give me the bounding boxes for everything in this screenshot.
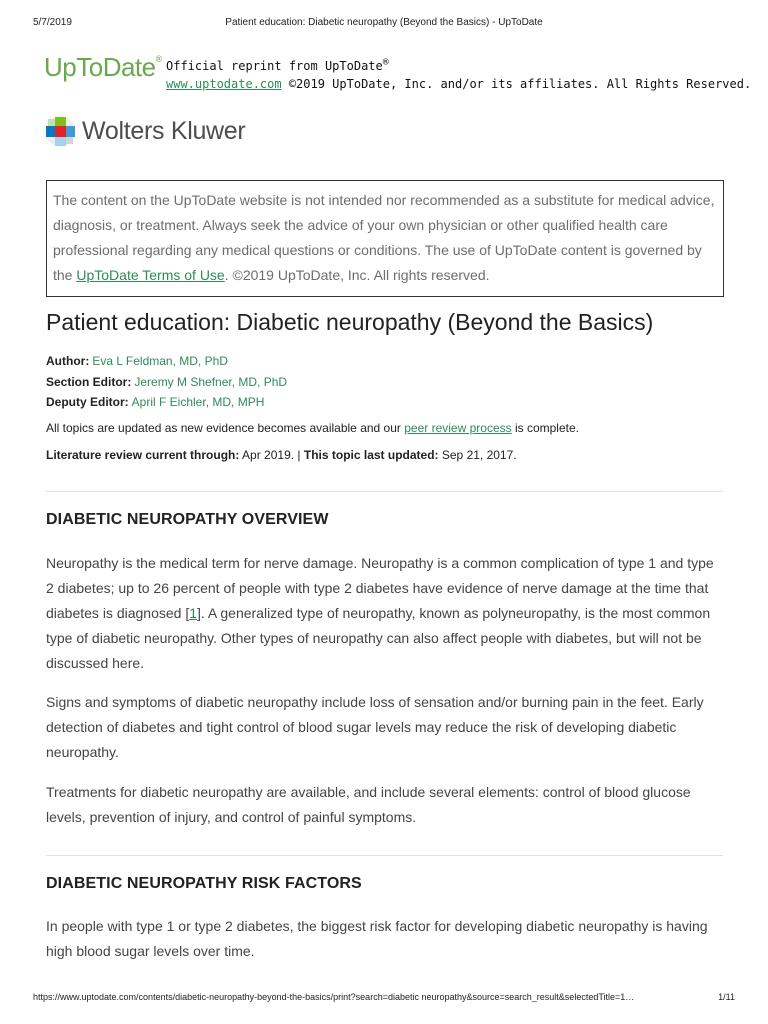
last-updated-label: This topic last updated:: [303, 448, 439, 462]
reference-link-1[interactable]: 1: [189, 605, 198, 621]
print-date: 5/7/2019: [33, 17, 72, 28]
section-heading-risk-factors: DIABETIC NEUROPATHY RISK FACTORS: [46, 875, 362, 892]
author-label: Author:: [46, 354, 90, 368]
reprint-registered-mark: ®: [382, 57, 389, 68]
deputy-editor-label: Deputy Editor:: [46, 395, 129, 409]
terms-of-use-link[interactable]: UpToDate Terms of Use: [76, 267, 225, 283]
wolters-kluwer-emblem-icon: [45, 116, 76, 147]
reprint-line: Official reprint from UpToDate: [166, 59, 383, 73]
print-page-title: Patient education: Diabetic neuropathy (Beyond the Basics) - UpToDate: [225, 17, 543, 28]
reprint-notice: [166, 54, 751, 93]
page-number: 1/11: [718, 992, 735, 1002]
uptodate-logo-text: UpToDate: [44, 52, 156, 82]
print-footer: [33, 992, 735, 1006]
section-divider: [46, 855, 723, 856]
print-header: [33, 17, 735, 31]
section-editor-label: Section Editor:: [46, 374, 132, 389]
update-note-end: is complete.: [511, 421, 579, 435]
topic-title: Patient education: Diabetic neuropathy (Beyond the Basics): [46, 309, 654, 335]
overview-paragraph-3: Treatments for diabetic neuropathy are available, and include several elements: control of blood glucose levels, prevention of injury, and control of painful symptoms.: [46, 784, 691, 825]
overview-paragraph-2: Signs and symptoms of diabetic neuropathy include loss of sensation and/or burning pain in the feet. Early detection of diabetes and tight control of blood sugar levels may reduce the risk of developing diabetic neuropathy.: [46, 694, 704, 760]
deputy-editor-link[interactable]: April F Eichler, MD, MPH: [131, 395, 265, 409]
peer-review-link[interactable]: peer review process: [404, 421, 512, 435]
update-note-text: All topics are updated as new evidence becomes available and our: [46, 421, 405, 435]
author-link[interactable]: Eva L Feldman, MD, PhD: [92, 354, 228, 368]
section-editor-row: [46, 372, 287, 393]
risk-factors-paragraph-1: In people with type 1 or type 2 diabetes, the biggest risk factor for developing diabetic neuropathy is having high blood sugar levels over time.: [46, 918, 708, 959]
last-updated-value: Sep 21, 2017.: [438, 448, 517, 462]
overview-text-end: ]. A generalized type of neuropathy, known as polyneuropathy, is the most common type of diabetic neuropathy. Other types of neuropathy can also affect people with diabetes, but will not be discussed here.: [46, 605, 711, 671]
uptodate-logo[interactable]: [44, 52, 162, 83]
contributors-block: [46, 351, 287, 413]
website-link[interactable]: www.uptodate.com: [166, 77, 282, 91]
review-dates: [46, 448, 517, 462]
copyright-text: ©2019 UpToDate, Inc. and/or its affiliates. All Rights Reserved.: [288, 77, 752, 91]
print-url: https://www.uptodate.com/contents/diabetic-neuropathy-beyond-the-basics/print?search=diabetic neuropathy&source=search_result&selectedTitle=1…: [33, 992, 635, 1002]
section-editor-link[interactable]: Jeremy M Shefner, MD, PhD: [134, 374, 288, 389]
author-row: [46, 351, 287, 372]
wolters-kluwer-logo[interactable]: [45, 116, 245, 147]
registered-mark: ®: [155, 54, 162, 64]
overview-paragraph-1: [46, 551, 722, 676]
disclaimer-copyright: . ©2019 UpToDate, Inc. All rights reserved.: [224, 267, 490, 283]
update-note: [46, 421, 579, 435]
disclaimer-text: The content on the UpToDate website is not intended nor recommended as a substitute for medical advice, diagnosis, or treatment. Always seek the advice of your own physician or other qualified health care professional regarding any medical questions or conditions. The use of UpToDate content is governed by the: [53, 192, 715, 283]
literature-review-label: Literature review current through:: [46, 448, 240, 462]
literature-review-value: Apr 2019. |: [239, 448, 304, 462]
deputy-editor-row: [46, 392, 287, 413]
section-heading-overview: DIABETIC NEUROPATHY OVERVIEW: [46, 511, 329, 528]
wolters-kluwer-wordmark: Wolters Kluwer: [82, 117, 246, 145]
overview-text-start: Neuropathy is the medical term for nerve damage. Neuropathy is a common complication of type 1 and type 2 diabetes; up to 26 percent of people with type 2 diabetes have evidence of nerve damage at the time that diabetes is diagnosed [: [46, 555, 714, 621]
section-divider: [46, 491, 723, 492]
disclaimer-box: [46, 180, 724, 297]
